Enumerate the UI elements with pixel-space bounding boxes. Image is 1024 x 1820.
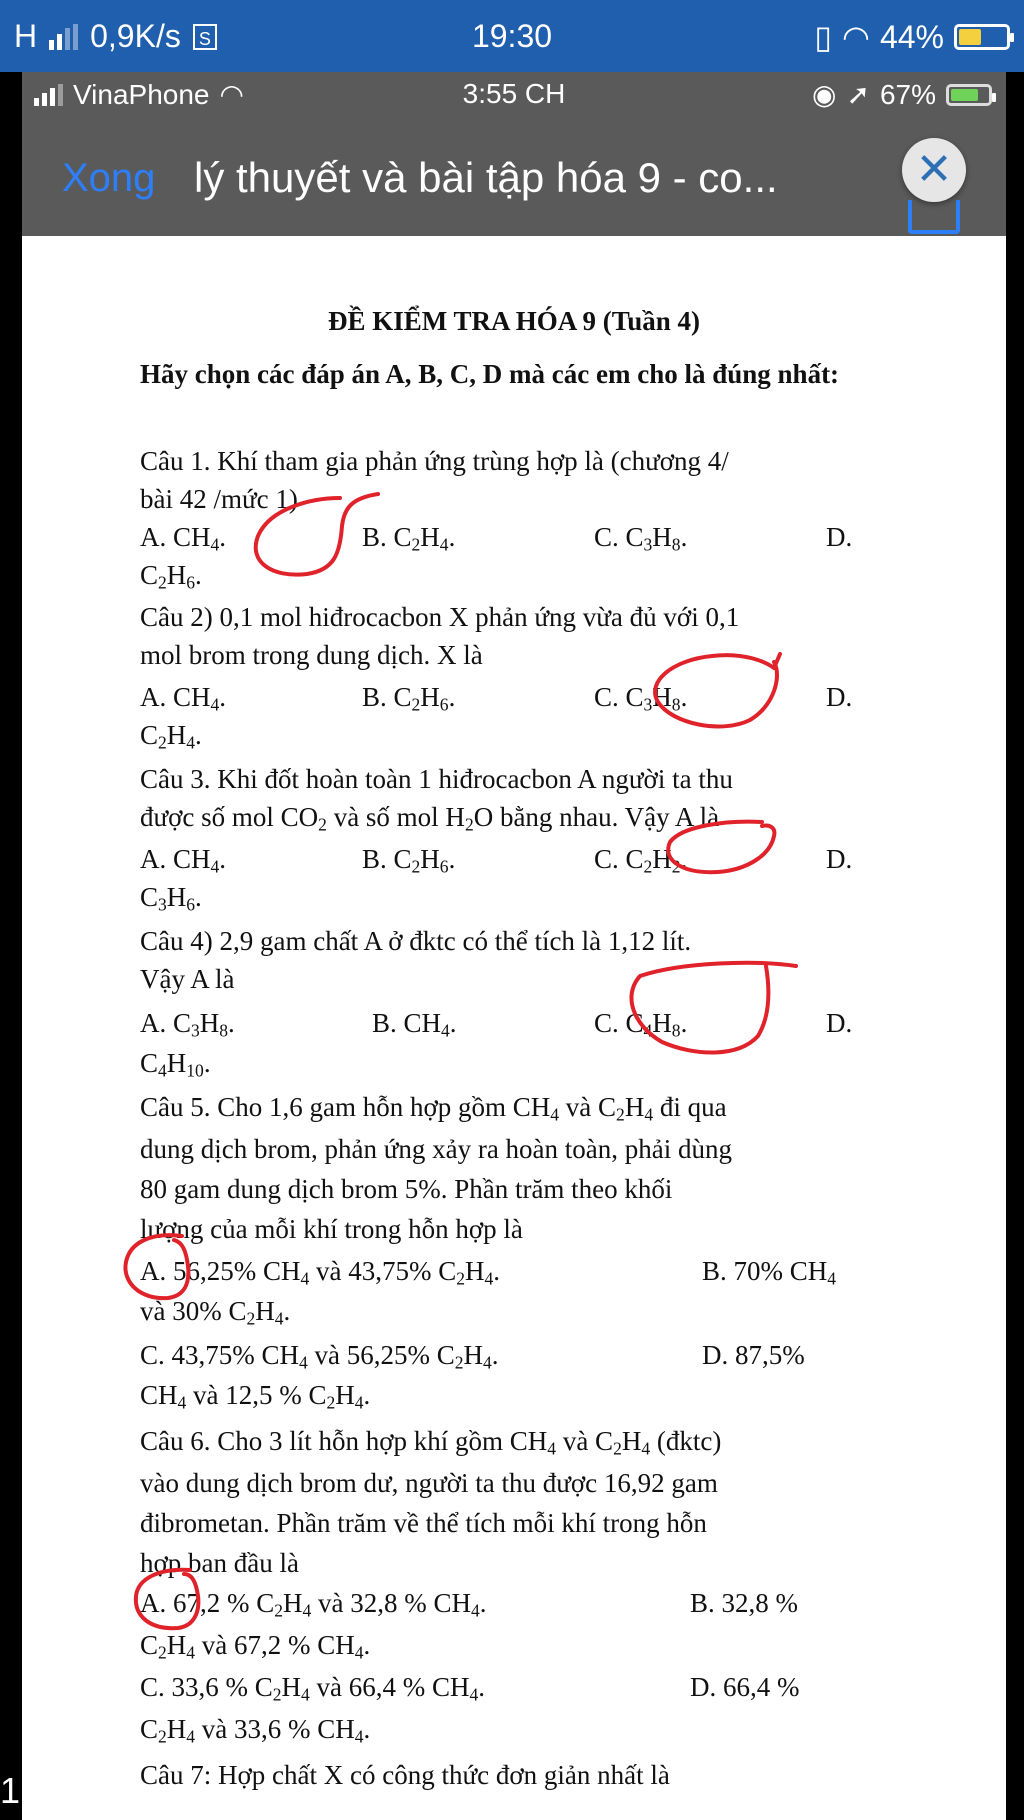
q2-option-d: D. (826, 682, 853, 712)
battery-icon (954, 24, 1010, 50)
exam-title: ĐỀ KIỂM TRA HÓA 9 (Tuần 4) (327, 306, 701, 336)
q6-option-a: A. 67,2 % $C_2H_4$ và 32,8 % $CH_4$. (140, 1588, 487, 1621)
exam-instruction: Hãy chọn các đáp án A, B, C, D mà các em cho là đúng nhất: (140, 359, 840, 389)
q6-line-4: hợp ban đầu là (140, 1548, 299, 1578)
battery-percent: 44% (879, 18, 944, 55)
q6-line-1: Câu 6. Cho 3 lít hỗn hợp khí gồm $CH_4$ và $C_2H_4$ (đktc) (140, 1426, 722, 1459)
orientation-lock-icon: ◉ (812, 79, 837, 110)
q6-option-b-cont: $C_2H_4$ và 67,2 % $CH_4$. (140, 1630, 371, 1663)
viewer-nav-bar (22, 116, 1006, 236)
sim-icon: S (193, 24, 217, 50)
edge-number: 1 (0, 1770, 21, 1811)
q3-option-a: A. $CH_4$. (140, 844, 227, 877)
q5-line-1: Câu 5. Cho 1,6 gam hỗn hợp gồm $CH_4$ và $C_2H_4$ đi qua (140, 1092, 727, 1125)
q4-option-a: A. $C_3H_8$. (140, 1008, 235, 1041)
q4-option-d-cont: $C_4H_{10}$. (140, 1048, 211, 1081)
inner-carrier: VinaPhone (73, 78, 210, 110)
close-icon[interactable]: ✕ (902, 138, 966, 202)
inner-battery-percent: 67% (879, 78, 936, 110)
q1-option-a: A. $CH_4$. (140, 522, 227, 555)
q4-option-d: D. (826, 1008, 853, 1038)
outer-clock: 19:30 (471, 18, 553, 54)
inner-wifi-icon: ◠ (219, 79, 244, 110)
document-page (22, 236, 1006, 1820)
q1-option-b: B. $C_2H_4$. (362, 522, 456, 555)
q1-option-d-cont: $C_2H_6$. (140, 560, 202, 593)
q5-option-c: C. 43,75% $CH_4$ và 56,25% $C_2H_4$. (140, 1340, 499, 1373)
q5-line-3: 80 gam dung dịch brom 5%. Phần trăm theo khối (140, 1174, 673, 1204)
q1-line-2: bài 42 /mức 1) (140, 484, 298, 514)
inner-clock: 3:55 CH (462, 78, 566, 109)
location-icon: ➚ (846, 79, 870, 110)
inner-status-bar (22, 72, 1006, 116)
q5-option-d: D. 87,5% (702, 1340, 805, 1370)
q5-option-b: B. 70% $CH_4$ (702, 1256, 837, 1289)
q3-option-d-cont: $C_3H_6$. (140, 882, 202, 915)
q5-option-a: A. 56,25% $CH_4$ và 43,75% $C_2H_4$. (140, 1256, 501, 1289)
q4-option-c: C. $C_4H_8$. (594, 1008, 688, 1041)
carrier-label: H (14, 18, 38, 54)
q2-line-2: mol brom trong dung dịch. X là (140, 640, 483, 670)
q5-option-d-cont: $CH_4$ và 12,5 % $C_2H_4$. (140, 1380, 371, 1413)
q2-line-1: Câu 2) 0,1 mol hiđrocacbon X phản ứng vừa đủ với 0,1 (140, 602, 740, 632)
q1-option-c: C. $C_3H_8$. (594, 522, 688, 555)
outer-status-bar (0, 0, 1024, 72)
q1-option-d: D. (826, 522, 853, 552)
q4-option-b: B. $CH_4$. (372, 1008, 457, 1041)
q4-line-1: Câu 4) 2,9 gam chất A ở đktc có thể tích là 1,12 lít. (140, 926, 692, 956)
q2-option-d-cont: $C_2H_4$. (140, 720, 202, 753)
wifi-icon: ◠ (842, 19, 870, 55)
q6-option-c: C. 33,6 % $C_2H_4$ và 66,4 % $CH_4$. (140, 1672, 486, 1705)
q6-option-d: D. 66,4 % (690, 1672, 800, 1702)
q3-option-b: B. $C_2H_6$. (362, 844, 456, 877)
q4-line-2: Vậy A là (140, 964, 235, 994)
q6-line-3: đibrometan. Phần trăm về thể tích mỗi khí trong hỗn (140, 1508, 707, 1538)
q2-option-a: A. $CH_4$. (140, 682, 227, 715)
q6-line-2: vào dung dịch brom dư, người ta thu được 16,92 gam (140, 1468, 718, 1498)
q5-line-4: lượng của mỗi khí trong hỗn hợp là (140, 1214, 523, 1244)
q2-option-b: B. $C_2H_6$. (362, 682, 456, 715)
q3-option-c: C. $C_2H_2$. (594, 844, 688, 877)
vibrate-icon: ▯ (814, 19, 833, 55)
q3-option-d: D. (826, 844, 853, 874)
share-icon[interactable] (908, 200, 960, 234)
q5-option-b-cont: và 30% $C_2H_4$. (140, 1296, 291, 1329)
q6-option-b: B. 32,8 % (690, 1588, 798, 1618)
network-speed: 0,9K/s (90, 18, 181, 54)
q5-line-2: dung dịch brom, phản ứng xảy ra hoàn toàn, phải dùng (140, 1134, 733, 1164)
done-button[interactable]: Xong (62, 156, 156, 200)
q2-option-c: C. $C_3H_8$. (594, 682, 688, 715)
document-title: lý thuyết và bài tập hóa 9 - co... (194, 154, 778, 201)
q7-line-1: Câu 7: Hợp chất X có công thức đơn giản nhất là (140, 1760, 670, 1790)
inner-battery-icon (946, 84, 992, 106)
q6-option-d-cont: $C_2H_4$ và 33,6 % $CH_4$. (140, 1714, 371, 1747)
q3-line-2: được số mol $CO_2$ và số mol $H_2O$ bằng nhau. Vậy A là (140, 802, 720, 835)
q1-line-1: Câu 1. Khí tham gia phản ứng trùng hợp là (chương 4/ (140, 446, 729, 476)
photographed-screen (22, 72, 1006, 1820)
q3-line-1: Câu 3. Khi đốt hoàn toàn 1 hiđrocacbon A người ta thu (140, 764, 733, 794)
